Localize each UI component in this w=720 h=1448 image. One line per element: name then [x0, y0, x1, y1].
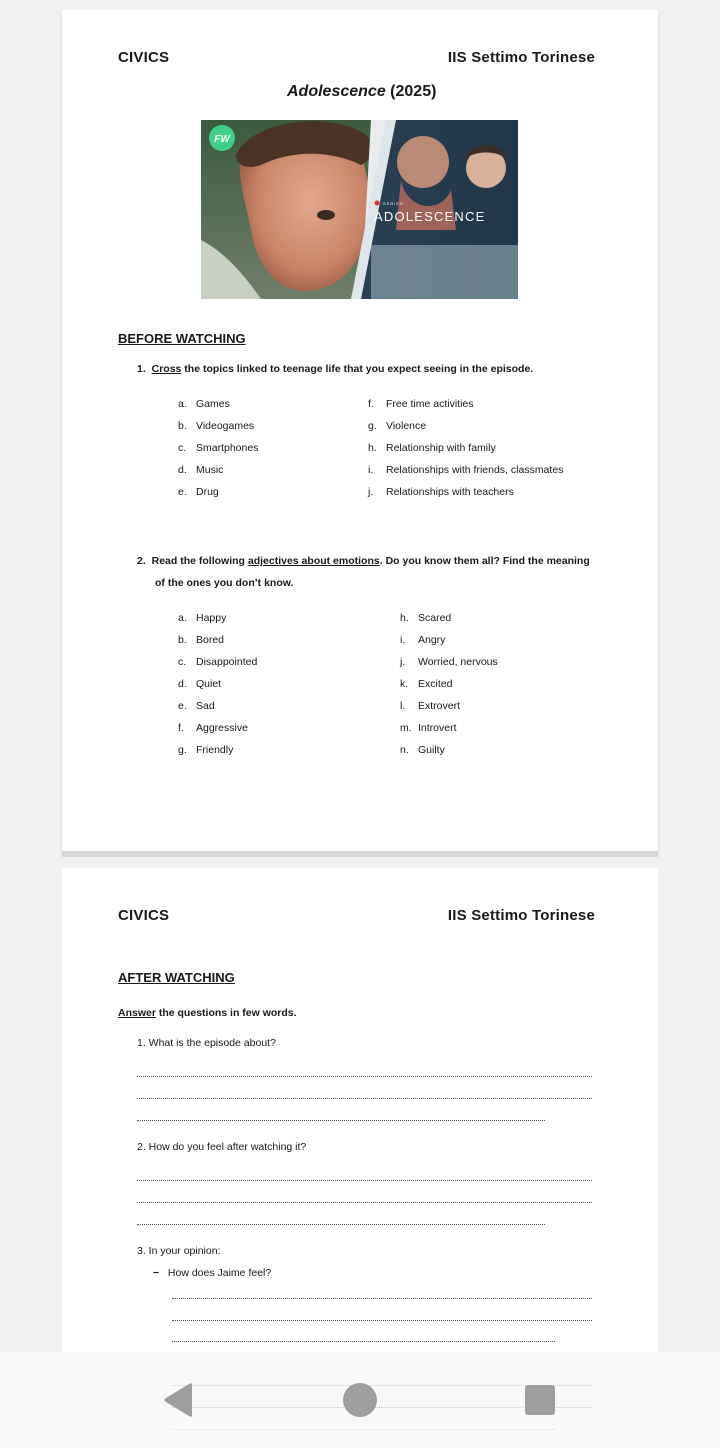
sub-question-1: − How does Jaime feel?: [153, 1267, 272, 1279]
list-item: b. Videogames: [178, 420, 255, 432]
answer-line[interactable]: [172, 1320, 592, 1321]
list-item: j. Relationships with teachers: [368, 486, 514, 498]
worksheet-page-1: [62, 10, 658, 852]
show-title: ADOLESCENCE: [374, 209, 486, 224]
q2-left-list: [178, 607, 257, 761]
series-label: SERIES: [383, 201, 404, 206]
list-item: d. Quiet: [178, 678, 222, 690]
list-item: h. Scared: [400, 612, 452, 624]
answer-line[interactable]: [137, 1180, 592, 1181]
question-1-number: 1.: [137, 363, 146, 375]
answer-line[interactable]: [172, 1298, 592, 1299]
question-2-number: 2.: [137, 555, 146, 567]
list-item: l. Extrovert: [400, 700, 461, 712]
after-question-1: 1. What is the episode about?: [137, 1037, 276, 1049]
question-1-text: the topics linked to teenage life that you expect seeing in the episode.: [181, 363, 534, 375]
list-item: h. Relationship with family: [368, 442, 496, 454]
question-2: 2. Read the following adjectives about emotions. Do you know them all? Find the meaning: [137, 555, 590, 567]
list-item: e. Drug: [178, 486, 219, 498]
list-item: m. Introvert: [400, 722, 457, 734]
list-item: i. Relationships with friends, classmates: [368, 464, 564, 476]
home-icon[interactable]: [343, 1383, 377, 1417]
q1-right-list: [368, 393, 563, 503]
list-item: g. Violence: [368, 420, 427, 432]
header-left: CIVICS: [118, 49, 170, 66]
answer-line[interactable]: [137, 1098, 592, 1099]
page-separator: [62, 851, 658, 857]
list-item: b. Bored: [178, 634, 225, 646]
after-question-2: 2. How do you feel after watching it?: [137, 1141, 307, 1153]
answer-line[interactable]: [137, 1224, 545, 1225]
list-item: c. Smartphones: [178, 442, 259, 454]
title-italic: Adolescence: [287, 83, 386, 100]
list-item: d. Music: [178, 464, 224, 476]
section-before-watching: BEFORE WATCHING: [118, 331, 246, 346]
logo-text: FW: [214, 134, 230, 145]
list-item: a. Games: [178, 398, 230, 410]
question-2-underlined: adjectives about emotions: [247, 555, 380, 567]
instructions: Answer the questions in few words.: [118, 1007, 297, 1019]
question-2-line2: of the ones you don’t know.: [155, 577, 294, 589]
list-item: i. Angry: [400, 634, 446, 646]
list-item: j. Worried, nervous: [400, 656, 498, 668]
list-item: n. Guilty: [400, 744, 445, 756]
recents-icon[interactable]: [525, 1385, 555, 1415]
list-item: f. Aggressive: [178, 722, 248, 734]
answer-line[interactable]: [137, 1076, 592, 1077]
list-item: c. Disappointed: [178, 656, 258, 668]
q2-right-list: [400, 607, 498, 761]
instructions-verb: Answer: [118, 1007, 156, 1019]
question-1: [137, 363, 533, 375]
question-1-verb: Cross: [151, 363, 182, 375]
back-icon[interactable]: [162, 1382, 196, 1418]
after-question-3: 3. In your opinion:: [137, 1245, 221, 1257]
list-item: e. Sad: [178, 700, 215, 712]
page-title: [287, 83, 436, 101]
answer-line[interactable]: [137, 1202, 592, 1203]
header-right: IIS Settimo Torinese: [447, 907, 595, 924]
poster-image: [201, 120, 518, 299]
list-item: f. Free time activities: [368, 398, 474, 410]
q1-left-list: [178, 393, 258, 503]
answer-line: [172, 1429, 555, 1430]
answer-line[interactable]: [172, 1341, 555, 1342]
list-item: k. Excited: [400, 678, 453, 690]
header-right: IIS Settimo Torinese: [447, 49, 595, 66]
header-left: CIVICS: [118, 907, 170, 924]
poster-illustration: [201, 120, 518, 299]
list-item: a. Happy: [178, 612, 227, 624]
navigation-bar: [0, 1352, 720, 1448]
list-item: g. Friendly: [178, 744, 234, 756]
title-year: (2025): [385, 83, 437, 100]
answer-line[interactable]: [137, 1120, 545, 1121]
section-after-watching: AFTER WATCHING: [118, 970, 235, 985]
